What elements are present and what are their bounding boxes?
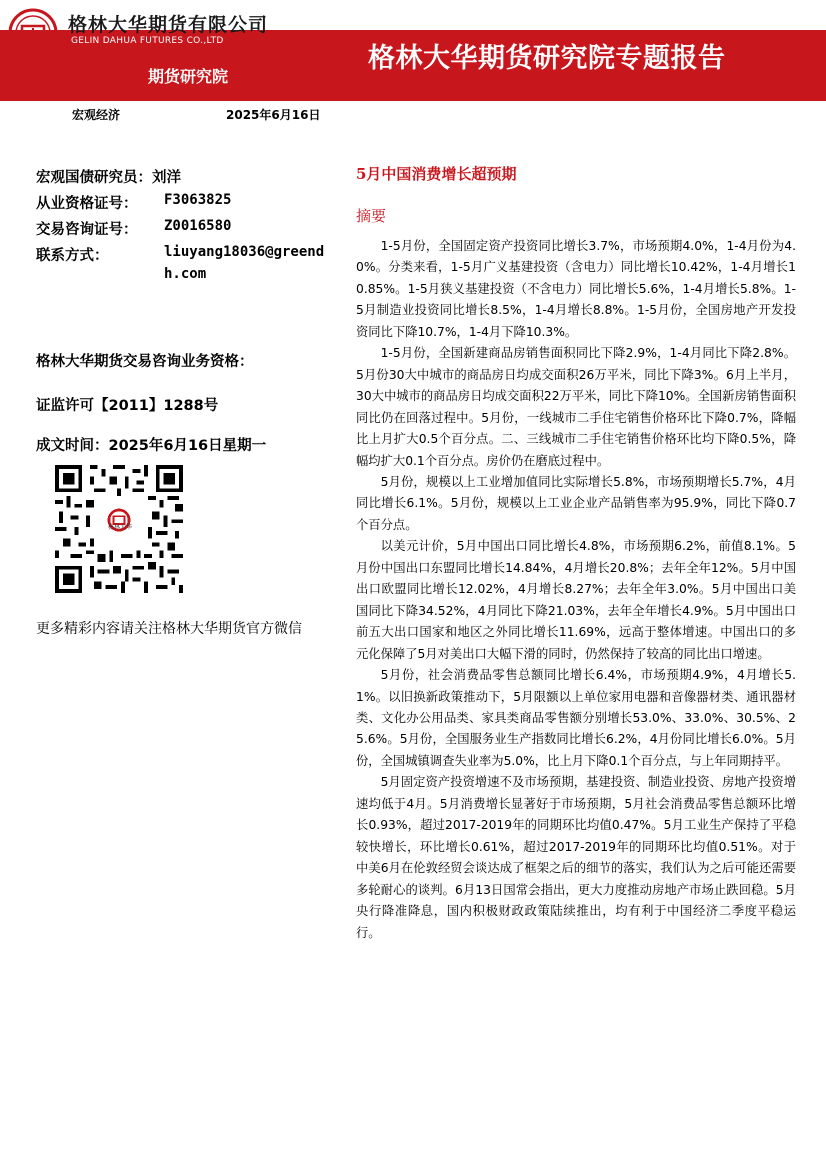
contact-label: 联系方式： [36,248,109,264]
analyst-role [36,166,181,187]
qr-caption: 格林大华 [107,524,132,531]
contact-email-line1[interactable]: liuyang18036@greend [164,244,325,260]
consult-number: Z0016580 [164,218,232,234]
abstract-heading: 摘要 [356,207,387,225]
paragraph-investment: 1-5月份，全国固定资产投资同比增长3.7%，市场预期4.0%，1-4月份为4.0%。分类来看，1-5月广义基建投资（含电力）同比增长10.42%，1-4月增长10.85%。1-5月狭义基建投资（不含电力）同比增长5.6%，1-4月增长5.8%。1-5月制造业投资同比增长8.5%，1-4月增长8.8%。1-5月份，全国房地产开发投资同比下降10.7%，1-4月下降10.3%。 [356,239,796,339]
consult-label: 交易咨询证号： [36,222,138,238]
paragraph-industry: 5月份，规模以上工业增加值同比实际增长5.8%，市场预期增长5.7%，4月同比增长6.1%。5月份，规模以上工业企业产品销售率为95.9%，同比下降0.7个百分点。 [356,474,796,532]
analyst-name: 刘洋 [152,170,181,186]
paragraph-summary: 5月固定资产投资增速不及市场预期，基建投资、制造业投资、房地产投资增速均低于4月。5月消费增长显著好于市场预期，5月社会消费品零售总额环比增长0.93%，超过2017-2019年的同期环比均值0.47%。5月工业生产保持了平稳较快增长，环比增长0.61%，超过2017-2019年的同期环比均值0.51%。对于中美6月在伦敦经贸会谈达成了框架之后的细节的落实，我们认为之后可能还需要多轮耐心的谈判。6月13日国常会指出，更大力度推动房地产市场止跌回稳。5月央行降准降息，国内积极财政政策陆续推出，均有利于中国经济二季度平稳运行。 [356,775,796,940]
department-label: 期货研究院 [148,67,229,86]
cert-row [36,192,232,213]
report-date: 2025年6月16日 [226,108,321,122]
abstract-body [356,236,796,944]
report-body [356,163,798,940]
company-name-en: GELIN DAHUA FUTURES CO.,LTD [71,36,224,46]
report-category: 宏观经济 [72,108,121,122]
company-name-cn: 格林大华期货有限公司 [68,14,269,36]
paragraph-property: 1-5月份，全国新建商品房销售面积同比下降2.9%，1-4月同比下降2.8%。5月份30大中城市的商品房日均成交面积26万平米，同比下降3%。6月上半月，30大中城市的商品房日均成交面积22万平米，同比下降10%。全国新房销售面积同比仍在回落过程中。5月份，一线城市二手住宅销售价格环比下降0.7%，降幅比上月扩大0.5个百分点。二、三线城市二手住宅销售价格环比均下降0.5%，降幅均扩大0.1个百分点。房价仍在磨底过程中。 [356,346,796,468]
paragraph-exports: 以美元计价，5月中国出口同比增长4.8%，市场预期6.2%，前值8.1%。5月份中国出口东盟同比增长14.84%，4月增长20.8%；去年全年12%。5月中国出口欧盟同比增长12.02%，4月增长8.27%；去年全年3.0%。5月中国出口美国同比下降34.52%，4月同比下降21.03%，去年全年增长4.9%。5月中国出口前五大出口国家和地区之外同比增长11.69%，远高于整体增速。中国出口的多元化保障了5月对美出口大幅下滑的同时，仍然保持了较高的同比出口增速。 [356,539,796,661]
analyst-role-label: 宏观国债研究员： [36,170,152,186]
report-type-title: 格林大华期货研究院专题报告 [368,43,726,74]
consult-row [36,218,232,239]
qualification-label: 格林大华期货交易咨询业务资格： [36,354,254,370]
follow-wechat-text: 更多精彩内容请关注格林大华期货官方微信 [36,621,302,637]
license-number: 证监许可【2011】1288号 [36,398,219,414]
report-header [0,0,826,101]
company-logo-icon [8,8,58,58]
contact-row [36,244,325,265]
written-time: 成文时间：2025年6月16日星期一 [36,438,267,454]
contact-email-line2[interactable]: h.com [164,266,207,282]
cert-label: 从业资格证号： [36,196,138,212]
paragraph-consumption: 5月份，社会消费品零售总额同比增长6.4%，市场预期4.9%，4月增长5.1%。以旧换新政策推动下，5月限额以上单位家用电器和音像器材类、通讯器材类、文化办公用品类、家具类商品零售额分别增长53.0%、33.0%、30.5%、25.6%。5月份，全国服务业生产指数同比增长6.2%，4月份同比增长6.0%。5月份，全国城镇调查失业率为5.0%，比上月下降0.1个百分点，与上年同期持平。 [356,668,796,768]
cert-number: F3063825 [164,192,232,208]
report-title: 5月中国消费增长超预期 [356,165,517,183]
